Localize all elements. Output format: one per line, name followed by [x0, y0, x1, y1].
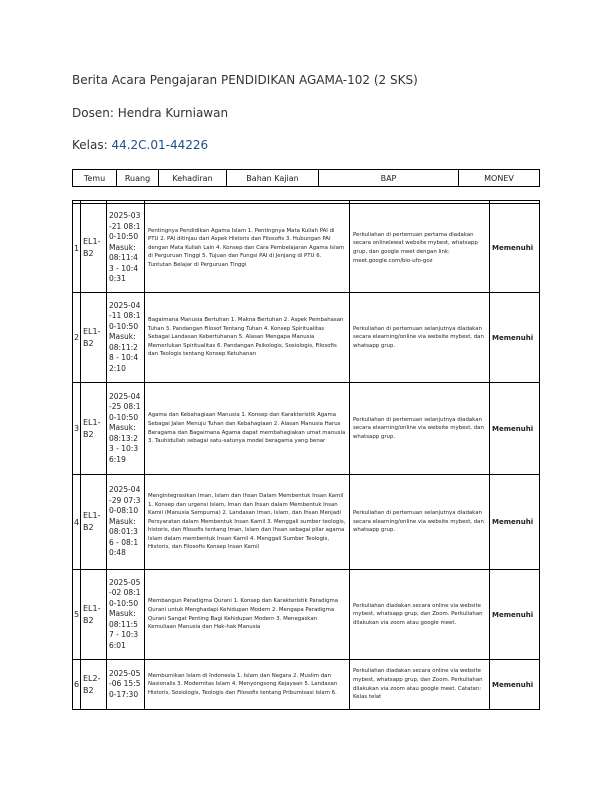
topic-cell: Pentingnya Pendidikan Agama Islam 1. Pentingnya Mata Kuliah PAI di PTU 2. PAI ditinjau dari Aspek Historis dan Filosofis 3. Hubungan PAI dengan Mata Kuliah Lain 4. Konsep dan Cara Pembelajaran Agama Islam di Perguruan Tinggi 5. Tujuan dan Fungsi PAI di Jenjang di PTU 6. Tuntutan Belajar di Perguruan Tinggi	[145, 204, 350, 293]
meeting-number: 4	[73, 475, 81, 570]
column-header-temu: Temu	[73, 170, 117, 187]
bap-cell: Perkuliahan di pertemuan selanjutnya diadakan secara elearning/online via website mybest, dan whatsapp grup.	[350, 475, 490, 570]
meeting-number: 6	[73, 660, 81, 710]
topic-cell: Agama dan Kebahagiaan Manusia 1. Konsep dan Karakteristik Agama Sebagai Jalan Menuju Tuhan dan Kebahagiaan 2. Alasan Manusia Harus Beragama dan Bagaimana Agama dapat membahagiakan umat manusia 3. Tauhidullah sebagai satu-satunya model beragama yang benar	[145, 383, 350, 475]
lecturer-line	[72, 106, 228, 120]
room-cell: EL2-B2	[81, 660, 107, 710]
room-cell: EL1-B2	[81, 475, 107, 570]
bap-cell: Perkuliahan diadakan secara online via website mybest, whatsapp grup, dan Zoom. Perkuliahan dilakukan via zoom atau google meet. Catatan: Kelas telat	[350, 660, 490, 710]
attendance-cell: 2025-04-11 08:10-10:50 Masuk: 08:11:28 - 10:42:10	[107, 293, 145, 383]
table-header	[72, 169, 540, 187]
topic-cell: Membumikan Islam di Indonesia 1. Islam dan Negara 2. Muslim dan Nasionalis 3. Modernitas Islam 4. Menyongsong Kejayaan 5. Landasan Historis, Sosiologis, Teologis dan Filosofis tentang Pribumisasi Islam 6.	[145, 660, 350, 710]
lecturer-name: Hendra Kurniawan	[117, 106, 229, 120]
column-header-bahan-kajian: Bahan Kajian	[227, 170, 319, 187]
class-line	[72, 138, 208, 152]
topic-cell: Mengintegrasikan Iman, Islam dan Ihsan Dalam Membentuk Insan Kamil 1. Konsep dan urgensi Islam, Iman dan Ihsan dalam Membentuk Insan Kamil (Manusia Sempurna) 2. Landasan Iman, Islam, dan Ihsan Menjadi Persyaratan dalam Membentuk Insan Kamil 3. Menggali sumber teologis, historis, dan filosofis tentang Iman, Islam dan Ihsan sebagai pilar agama Islam dalam membentuk Insan Kamil 4. Menggali Sumber Teologis, Historis, dan Filosofis Konsep Insan Kamil	[145, 475, 350, 570]
table-row	[73, 204, 540, 293]
monev-cell: Memenuhi	[490, 293, 540, 383]
table-row	[73, 660, 540, 710]
attendance-cell: 2025-05-06 15:50-17:30	[107, 660, 145, 710]
monev-cell: Memenuhi	[490, 383, 540, 475]
topic-cell: Membangun Paradigma Qurani 1. Konsep dan Karakteristik Paradigma Qurani untuk Menghadapi Kehidupan Modern 2. Mengapa Paradigma Qurani Sangat Penting Bagi Kehidupan Modern 3. Menegaskan Kemuliaan Manusia dan Hak-hak Manusia	[145, 570, 350, 660]
bap-cell: Perkuliahan di pertemuan selanjutnya diadakan secara elearning/online via website mybest, dan whatsapp grup.	[350, 293, 490, 383]
attendance-cell: 2025-03-21 08:10-10:50 Masuk: 08:11:43 - 10:40:31	[107, 204, 145, 293]
class-code: 44.2C.01-44226	[111, 138, 209, 152]
bap-cell: Perkuliahan diadakan secara online via website mybest, whatsapp grup, dan Zoom. Perkuliahan dilakukan via zoom atau google meet.	[350, 570, 490, 660]
column-header-monev: MONEV	[459, 170, 540, 187]
meeting-number: 1	[73, 204, 81, 293]
attendance-cell: 2025-04-29 07:30-08:10 Masuk: 08:01:36 - 08:10:48	[107, 475, 145, 570]
document-title: Berita Acara Pengajaran PENDIDIKAN AGAMA-102 (2 SKS)	[72, 73, 418, 87]
teaching-record-table	[72, 200, 540, 710]
attendance-cell: 2025-04-25 08:10-10:50 Masuk: 08:13:23 - 10:36:19	[107, 383, 145, 475]
room-cell: EL1-B2	[81, 570, 107, 660]
monev-cell: Memenuhi	[490, 204, 540, 293]
column-header-bap: BAP	[319, 170, 459, 187]
room-cell: EL1-B2	[81, 293, 107, 383]
room-cell: EL1-B2	[81, 383, 107, 475]
class-label: Kelas:	[72, 138, 112, 152]
topic-cell: Bagaimana Manusia Bertuhan 1. Makna Bertuhan 2. Aspek Pembahasan Tuhan 3. Pandangan Filosof Tentang Tuhan 4. Konsep Spiritualitas Sebagai Landasan Kebertuhanan 5. Alasan Mengapa Manusia Memerlukan Spiritualitas 6. Pandangan Psikologis, Sosiologis, Filosofis dan Teologis tentang Konsep Ketuhanan	[145, 293, 350, 383]
bap-cell: Perkuliahan di pertemuan pertama diadakan secara onlinelewat website mybest, whatsapp grup, dan google meet dengan link: meet.google.com/bio-ufo-goz	[350, 204, 490, 293]
bap-cell: Perkuliahan di pertemuan selanjutnya diadakan secara elearning/online via website mybest, dan whatsapp grup.	[350, 383, 490, 475]
monev-cell: Memenuhi	[490, 570, 540, 660]
monev-cell: Memenuhi	[490, 475, 540, 570]
meeting-number: 3	[73, 383, 81, 475]
table-row	[73, 475, 540, 570]
table-row	[73, 293, 540, 383]
column-header-ruang: Ruang	[117, 170, 159, 187]
attendance-cell: 2025-05-02 08:10-10:50 Masuk: 08:11:57 - 10:36:01	[107, 570, 145, 660]
room-cell: EL1-B2	[81, 204, 107, 293]
meeting-number: 5	[73, 570, 81, 660]
meeting-number: 2	[73, 293, 81, 383]
column-header-kehadiran: Kehadiran	[159, 170, 227, 187]
table-row	[73, 570, 540, 660]
monev-cell: Memenuhi	[490, 660, 540, 710]
lecturer-label: Dosen:	[72, 106, 118, 120]
table-row	[73, 383, 540, 475]
